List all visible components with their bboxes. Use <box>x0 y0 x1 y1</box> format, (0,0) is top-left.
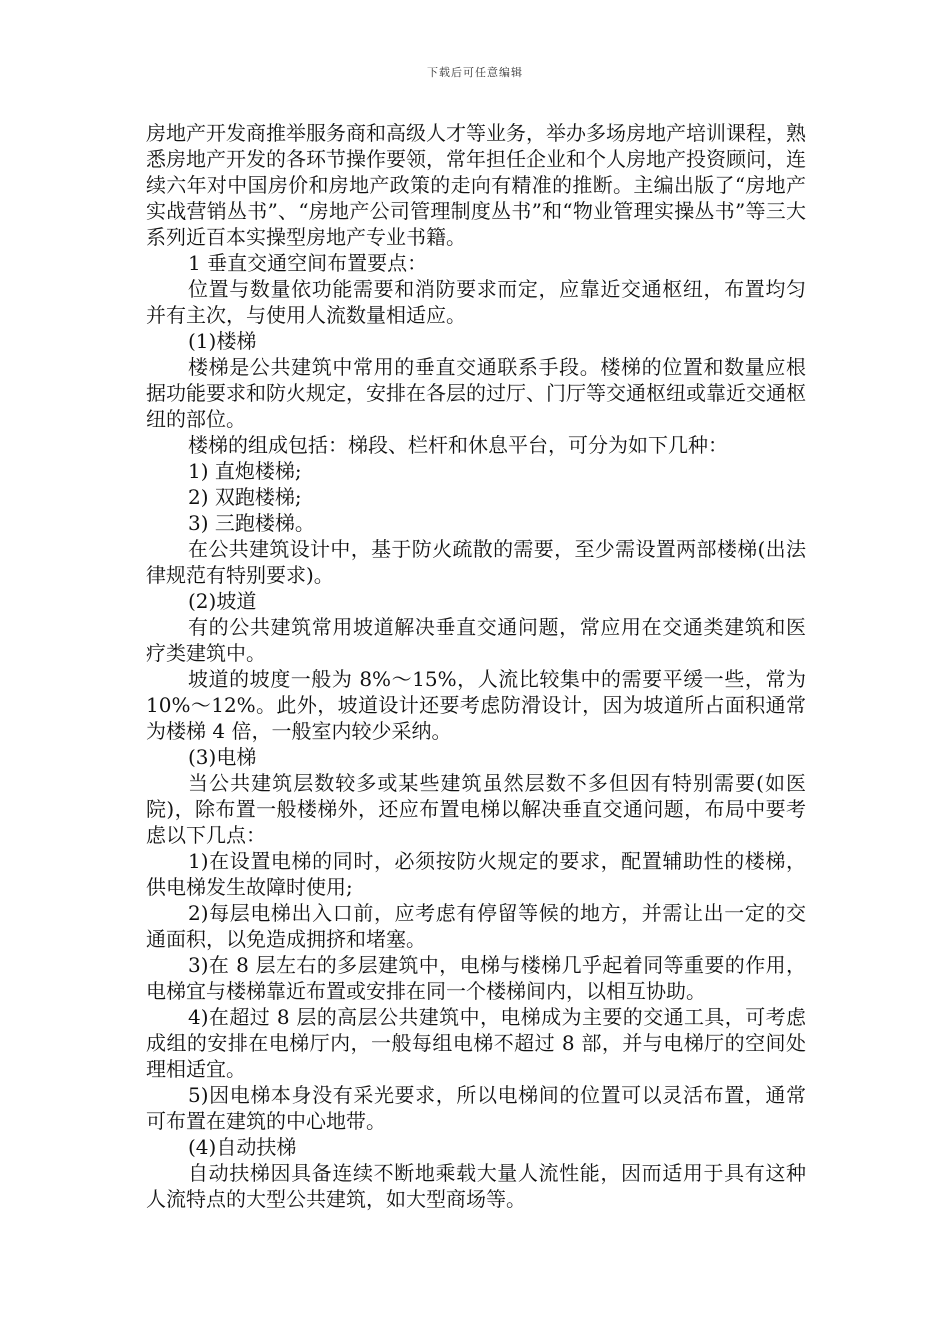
subheading-elevator: (3)电梯 <box>188 745 257 769</box>
paragraph: 在公共建筑设计中，基于防火疏散的需要，至少需设置两部楼梯(出法律规范有特别要求)。 <box>146 537 806 587</box>
paragraph: 楼梯是公共建筑中常用的垂直交通联系手段。楼梯的位置和数量应根据功能要求和防火规定，安排在各层的过厅、门厅等交通枢纽或靠近交通枢纽的部位。 <box>146 355 806 431</box>
list-item: 4)在超过 8 层的高层公共建筑中，电梯成为主要的交通工具，可考虑成组的安排在电梯厅内，一般每组电梯不超过 8 部，并与电梯厅的空间处理相适宜。 <box>146 1005 806 1081</box>
subheading-ramp: (2)坡道 <box>188 589 257 613</box>
paragraph: 自动扶梯因具备连续不断地乘载大量人流性能，因而适用于具有这种人流特点的大型公共建筑，如大型商场等。 <box>146 1161 806 1211</box>
paragraph: 有的公共建筑常用坡道解决垂直交通问题，常应用在交通类建筑和医疗类建筑中。 <box>146 615 806 665</box>
list-item: 3) 三跑楼梯。 <box>188 511 315 535</box>
subheading-escalator: (4)自动扶梯 <box>188 1135 297 1159</box>
document-body <box>146 120 806 1212</box>
list-item: 1) 直炮楼梯; <box>188 459 302 483</box>
page-header: 下载后可任意编辑 <box>427 66 523 79</box>
intro-paragraph: 房地产开发商推举服务商和高级人才等业务，举办多场房地产培训课程，熟悉房地产开发的各环节操作要领，常年担任企业和个人房地产投资顾问，连续六年对中国房价和房地产政策的走向有精准的推断。主编出版了“房地产实战营销丛书”、“房地产公司管理制度丛书”和“物业管理实操丛书”等三大系列近百本实操型房地产专业书籍。 <box>146 121 806 249</box>
list-item: 1)在设置电梯的同时，必须按防火规定的要求，配置辅助性的楼梯，供电梯发生故障时使用; <box>146 849 806 899</box>
list-item: 3)在 8 层左右的多层建筑中，电梯与楼梯几乎起着同等重要的作用，电梯宜与楼梯靠近布置或安排在同一个楼梯间内，以相互协助。 <box>146 953 806 1003</box>
paragraph: 坡道的坡度一般为 8%～15%，人流比较集中的需要平缓一些，常为 10%～12%。此外，坡道设计还要考虑防滑设计，因为坡道所占面积通常为楼梯 4 倍，一般室内较少采纳。 <box>146 667 806 743</box>
paragraph: 楼梯的组成包括：梯段、栏杆和休息平台，可分为如下几种： <box>188 433 728 457</box>
list-item: 5)因电梯本身没有采光要求，所以电梯间的位置可以灵活布置，通常可布置在建筑的中心地带。 <box>146 1083 806 1133</box>
subheading-stairs: (1)楼梯 <box>188 329 257 353</box>
list-item: 2) 双跑楼梯; <box>188 485 302 509</box>
list-item: 2)每层电梯出入口前，应考虑有停留等候的地方，并需让出一定的交通面积，以免造成拥挤和堵塞。 <box>146 901 806 951</box>
paragraph: 位置与数量依功能需要和消防要求而定，应靠近交通枢纽，布置均匀并有主次，与使用人流数量相适应。 <box>146 277 806 327</box>
section-heading-vertical-circulation: 1 垂直交通空间布置要点： <box>188 251 428 275</box>
paragraph: 当公共建筑层数较多或某些建筑虽然层数不多但因有特别需要(如医院)，除布置一般楼梯外，还应布置电梯以解决垂直交通问题，布局中要考虑以下几点： <box>146 771 806 847</box>
